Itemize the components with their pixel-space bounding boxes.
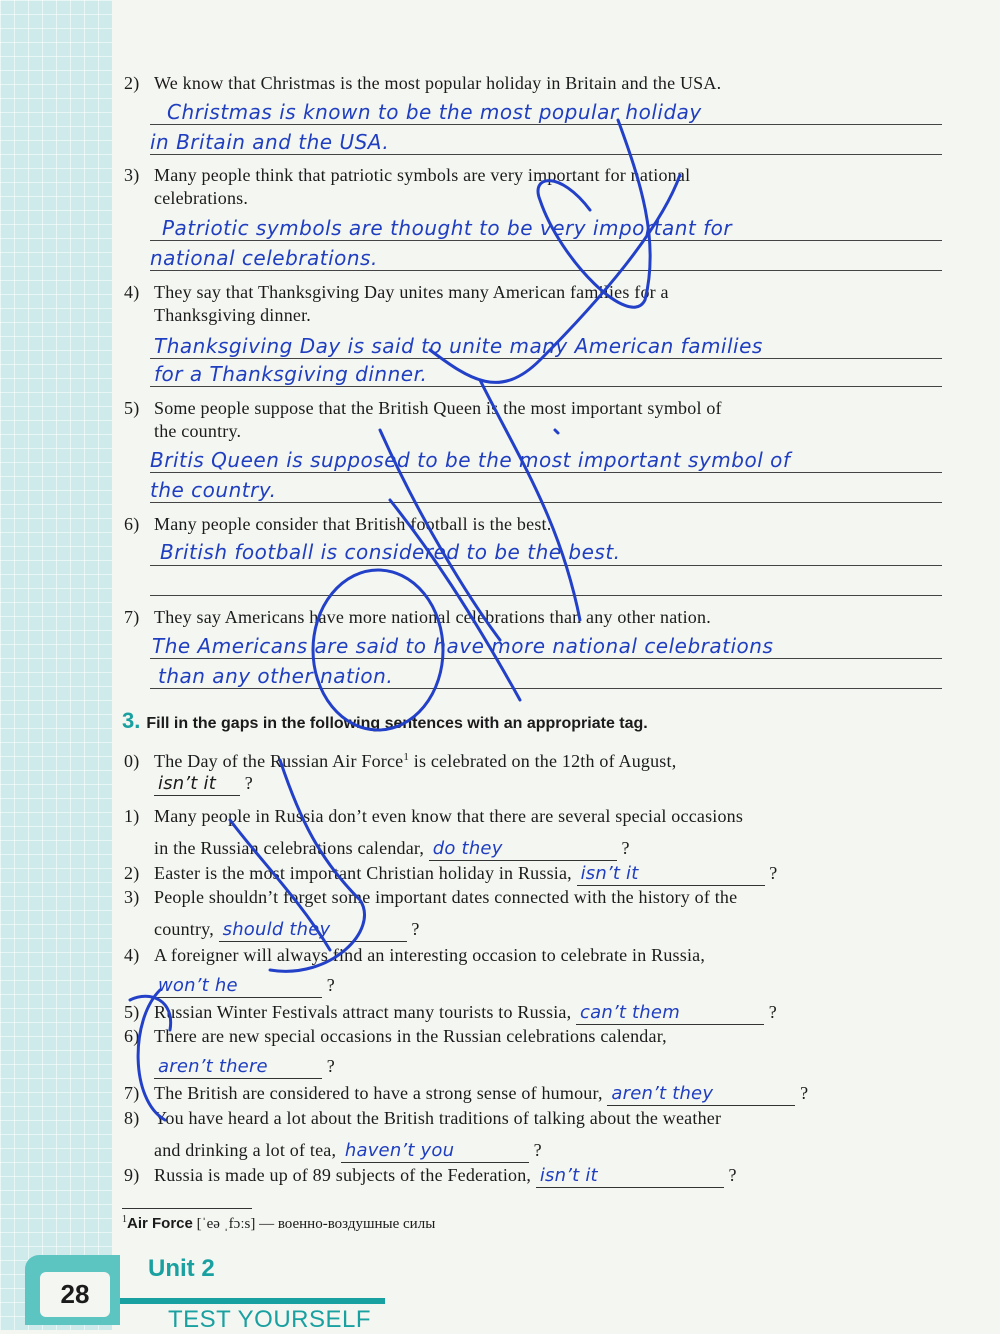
ex3-item-4: 4) A foreigner will always find an interesting occasion to celebrate in Russia, xyxy=(124,945,706,965)
ex3-item-6-answer: aren’t there ? xyxy=(154,1055,335,1079)
unit-divider xyxy=(120,1298,385,1304)
ex3-item-9: 9) Russia is made up of 89 subjects of the Federation, isn’t it ? xyxy=(124,1165,737,1186)
workbook-page xyxy=(112,0,1000,1330)
ex3-item-0: 0) The Day of the Russian Air Force$^1$ is celebrated on the 12th of August, xyxy=(124,751,677,771)
ex3-item-1-cont: in the Russian celebrations calendar, do they ? xyxy=(154,838,630,859)
ex2-item-3: 3) Many people think that patriotic symbols are very important for national xyxy=(124,165,691,185)
ex2-item-3-cont: celebrations. xyxy=(154,188,249,208)
ex3-item-6: 6) There are new special occasions in the Russian celebrations calendar, xyxy=(124,1026,667,1046)
unit-label: Unit 2 xyxy=(148,1255,215,1282)
ex2-answer-7-line2: than any other nation. xyxy=(158,664,394,688)
ex2-item-2: 2) We know that Christmas is the most popular holiday in Britain and the USA. xyxy=(124,73,722,93)
ex2-item-6: 6) Many people consider that British football is the best. xyxy=(124,514,552,534)
ex2-answer-5-line2: the country. xyxy=(150,478,277,502)
ex2-item-4: 4) They say that Thanksgiving Day unites many American families for a xyxy=(124,282,669,302)
ex3-heading: 3. Fill in the gaps in the following sentences with an appropriate tag. xyxy=(122,708,648,733)
ex3-item-2: 2) Easter is the most important Christian holiday in Russia, isn’t it ? xyxy=(124,863,778,884)
ex2-item-7: 7) They say Americans have more national celebrations than any other nation. xyxy=(124,607,711,627)
ex2-answer-5-line1: Britis Queen is supposed to be the most important symbol of xyxy=(150,448,791,472)
ex2-answer-2-line2: in Britain and the USA. xyxy=(150,130,390,154)
ex2-item-4-cont: Thanksgiving dinner. xyxy=(154,305,311,325)
ex3-item-3-cont: country, should they ? xyxy=(154,919,420,940)
grid-margin-strip xyxy=(0,0,112,1330)
ex2-answer-6-line1: British football is considered to be the best. xyxy=(160,540,621,564)
ex3-item-5: 5) Russian Winter Festivals attract many tourists to Russia, can’t them ? xyxy=(124,1002,777,1023)
ex2-answer-3-line2: national celebrations. xyxy=(150,246,378,270)
ex2-answer-4-line2: for a Thanksgiving dinner. xyxy=(154,362,428,386)
ex2-answer-2-line1: Christmas is known to be the most popular holiday xyxy=(167,100,702,124)
ex3-item-3: 3) People shouldn’t forget some important dates connected with the history of the xyxy=(124,887,738,907)
section-label: TEST YOURSELF xyxy=(168,1306,371,1333)
ex3-item-8: 8) You have heard a lot about the British traditions of talking about the weather xyxy=(124,1108,722,1128)
footnote: $^1$Air Force [ˈeə ˌfɔːs] — военно-воздушные силы xyxy=(122,1214,436,1232)
ex3-item-1: 1) Many people in Russia don’t even know that there are several special occasions xyxy=(124,806,744,826)
ex2-item-5: 5) Some people suppose that the British Queen is the most important symbol of xyxy=(124,398,722,418)
ex3-item-7: 7) The British are considered to have a strong sense of humour, aren’t they ? xyxy=(124,1083,809,1104)
ex2-item-5-cont: the country. xyxy=(154,421,242,441)
ex2-answer-4-line1: Thanksgiving Day is said to unite many American families xyxy=(154,334,763,358)
ex3-item-8-cont: and drinking a lot of tea, haven’t you ? xyxy=(154,1140,542,1161)
page-number: 28 xyxy=(40,1272,110,1317)
ex3-item-4-answer: won’t he ? xyxy=(154,974,335,998)
ex3-item-0-answer: isn’t it ? xyxy=(154,772,253,796)
ex2-answer-7-line1: The Americans are said to have more national celebrations xyxy=(152,634,774,658)
ex2-answer-3-line1: Patriotic symbols are thought to be very important for xyxy=(162,216,733,240)
